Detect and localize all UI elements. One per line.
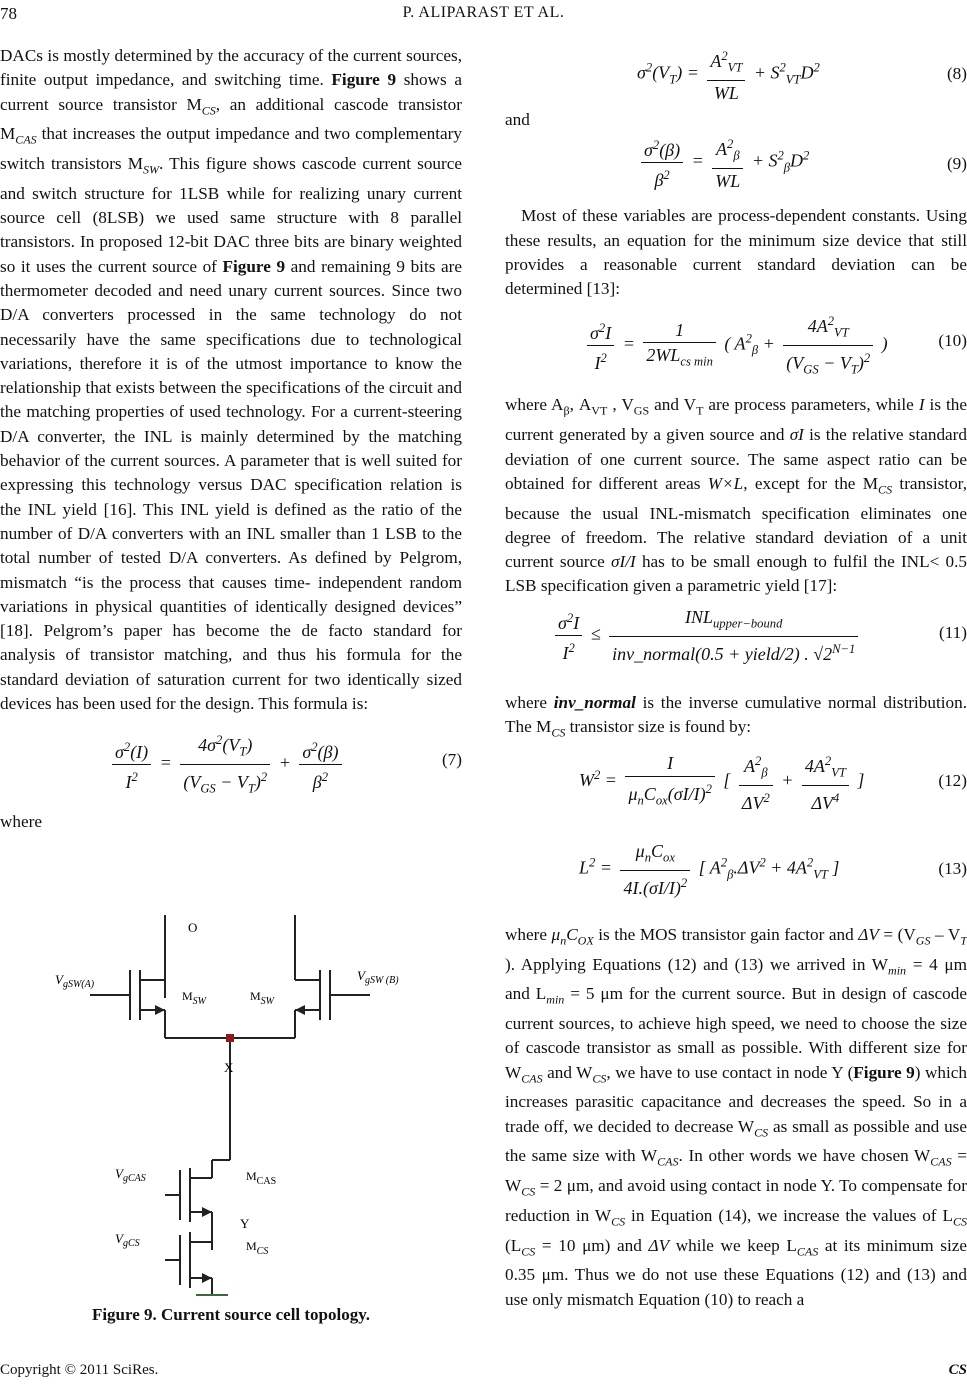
- node-y-label: Y: [240, 1216, 250, 1231]
- page-header: [0, 0, 967, 30]
- paragraph-design: where $\mu_nC_{OX}$ is the MOS transistor gain factor and $\Delta V = (V_{GS} - V_T$ ). Applying Equations (12) and (13) we arrived in $W_{min} = 4$ μm and $L_{min} = 5$ μm for the current source. But in design of cascode current sources, to achieve high speed, we need to choose the size of cascode transistor as small as possible. With different size for $W_{CAS}$ and $W_{CS}$, we have to use contact in node Y (Figure 9) which increases parasitic capacitance and decreases the speed. So in a trade off, we decided to decrease $W_{CS}$ as small as possible and use the same size with $W_{CAS}$. In other words we have chosen $W_{CAS} = W_{CS} = 2$ μm, and avoid using contact in node Y. To compensate for reduction in $W_{CS}$ in Equation (14), we increase the values of $L_{CS}$ ($L_{CS} = 10$ μm) and ΔV while we keep $L_{CAS}$ at its minimum size 0.35 μm. Thus we do not use these Equations (12) and (13) and use only mismatch Equation (10) to reach a: [505, 924, 967, 1309]
- page-number: 78: [0, 4, 17, 23]
- msw-left-label: $M_{SW}$: [182, 989, 207, 1007]
- where-label: where: [0, 812, 42, 832]
- equation-9: $\frac{\sigma^2(\beta)}{\beta^2}$ = $\frac{A^2_\beta}{WL}$ + $S^2_\beta D^2$ (9): [505, 132, 967, 204]
- node-o-label: O: [188, 920, 198, 935]
- mcas-label: $M_{CAS}$: [246, 1169, 277, 1187]
- vgcas-label: $V_{gCAS}$: [115, 1166, 146, 1184]
- running-head: P. ALIPARAST ET AL.: [402, 4, 565, 21]
- and-label: and: [505, 110, 530, 129]
- msw-right-label: $M_{SW}$: [250, 989, 275, 1007]
- equation-11: $\frac{\sigma^2I}{I^2}$ ≤ $\frac{INL_{upper-bound}}{inv\_normal(0.5 + yield/2) . √2^{N-1}}$ (11): [505, 599, 967, 691]
- figure-caption: Figure 9. Current source cell topology.: [91, 1305, 371, 1324]
- equation-10: $\frac{\sigma^2I}{I^2}$ = $\frac{1}{2WL_{cs min}}$ ( $A^2_\beta$ + $\frac{4A^2_{VT}}{(V_{GS} - V_T)^2}$ ) (10): [505, 301, 967, 393]
- vgcs-label: $V_{gCS}$: [115, 1231, 140, 1249]
- paragraph-inv-normal: where inv_normal is the inverse cumulative normal distribution. The $M_{CS}$ transistor size is found by:: [505, 692, 967, 740]
- equation-number-12: (12): [938, 770, 967, 790]
- equation-number-8: (8): [946, 64, 967, 83]
- equation-number-7: (7): [441, 750, 462, 770]
- equation-12: $W^2$ = $\frac{I}{\mu_nC_{ox}(\sigma I/I)^2}$ [ $\frac{A^2_\beta}{\Delta V^2}$ + $\frac{4A^2_{VT}}{\Delta V^4}$ ] (12): [505, 745, 967, 833]
- left-column: [0, 44, 462, 835]
- vgsw-a-label: $V_{gSW(A)}$: [55, 972, 95, 990]
- equation-number-9: (9): [946, 154, 967, 174]
- copyright: Copyright © 2011 SciRes.: [0, 1362, 159, 1378]
- equation-number-11: (11): [939, 622, 967, 642]
- current-source-cell-schematic: [0, 910, 462, 1300]
- node-x-dot: [226, 1034, 234, 1042]
- equation-13: $L^2$ = $\frac{\mu_nC_{ox}}{4I.(\sigma I/I)^2}$ [ $A^2_\beta.\Delta V^2 + 4A^2_{VT}$ ] (13): [579, 840, 967, 898]
- vgsw-b-label: $V_{gSW (B)}$: [357, 968, 399, 986]
- equation-7: $\frac{\sigma^2(I)}{I^2}$ = $\frac{4\sigma^2(V_T)}{(V_{GS} - V_T)^2}$ + $\frac{\sigma^2(\beta)}{\beta^2}$ (7): [0, 722, 462, 810]
- paragraph-intro: DACs is mostly determined by the accuracy of the current sources, finite output impedance, and switching time. Figure 9 shows a current source transistor $M_{CS}$, an additional cascode transistor $M_{CAS}$ that increases the output impedance and two complementary switch transistors $M_{SW}$. This figure shows cascode current source and switch structure for 1LSB while for realizing unary current source cell (8LSB) we used same structure with 8 parallel transistors. In proposed 12-bit DAC three bits are binary weighted so it uses the current source of Figure 9 and remaining 9 bits are thermometer decoded and need unary current sources. Since two D/A converters processed in the same technology do not necessarily have the same specifications due to technological variations, therefore it is of the utmost importance to know the relationship that exists between the specifications of the circuit and the matching properties of used technology. For a current-steering D/A converter, the INL is mainly determined by the matching behavior of the current sources. A parameter that is well suited for expressing this technology versus DAC specification relation is the INL yield [16]. This INL yield is defined as the ratio of the number of D/A converters with an INL smaller than 1 LSB to the total number of tested D/A converters. As defined by Pelgrom, mismatch “is the process that causes time- independent random variations in physical quantities of identically designed devices” [18]. Pelgrom’s paper has become the de facto standard for analysis of transistor matching, and thus his formula for the standard deviation of saturation current for two identically sized devices has been used for the design. This formula is:: [0, 46, 463, 714]
- equation-number-13: (13): [938, 858, 967, 878]
- figure-ref: Figure 9: [331, 70, 397, 90]
- mcs-label: $M_{CS}$: [246, 1239, 269, 1257]
- equation-number-10: (10): [938, 331, 967, 351]
- right-column: [505, 44, 967, 1312]
- journal-abbrev: CS: [948, 1362, 967, 1378]
- node-x-label: X: [224, 1060, 234, 1075]
- equation-8: $\sigma^2(V_T)$ = $\frac{A^2_{VT}}{WL}$ + $S^2_{VT}D^2$ (8): [505, 44, 967, 108]
- paragraph-constants: Most of these variables are process-dependent constants. Using these results, an equation for the minimum size device that still provides a reasonable current standard deviation can be determined [13]:: [505, 206, 967, 299]
- paragraph-parameters: where $A_\beta$, $A_{VT}$ , $V_{GS}$ and $V_T$ are process parameters, while I is the current generated by a given source and σI is the relative standard deviation of one current source. The same aspect ratio can be obtained for different areas W×L, except for the $M_{CS}$ transistor, because the usual INL-mismatch specification eliminates one degree of freedom. The relative standard deviation of a unit current source σI/I has to be small enough to fulfil the INL< 0.5 LSB specification given a parametric yield [17]:: [505, 395, 967, 596]
